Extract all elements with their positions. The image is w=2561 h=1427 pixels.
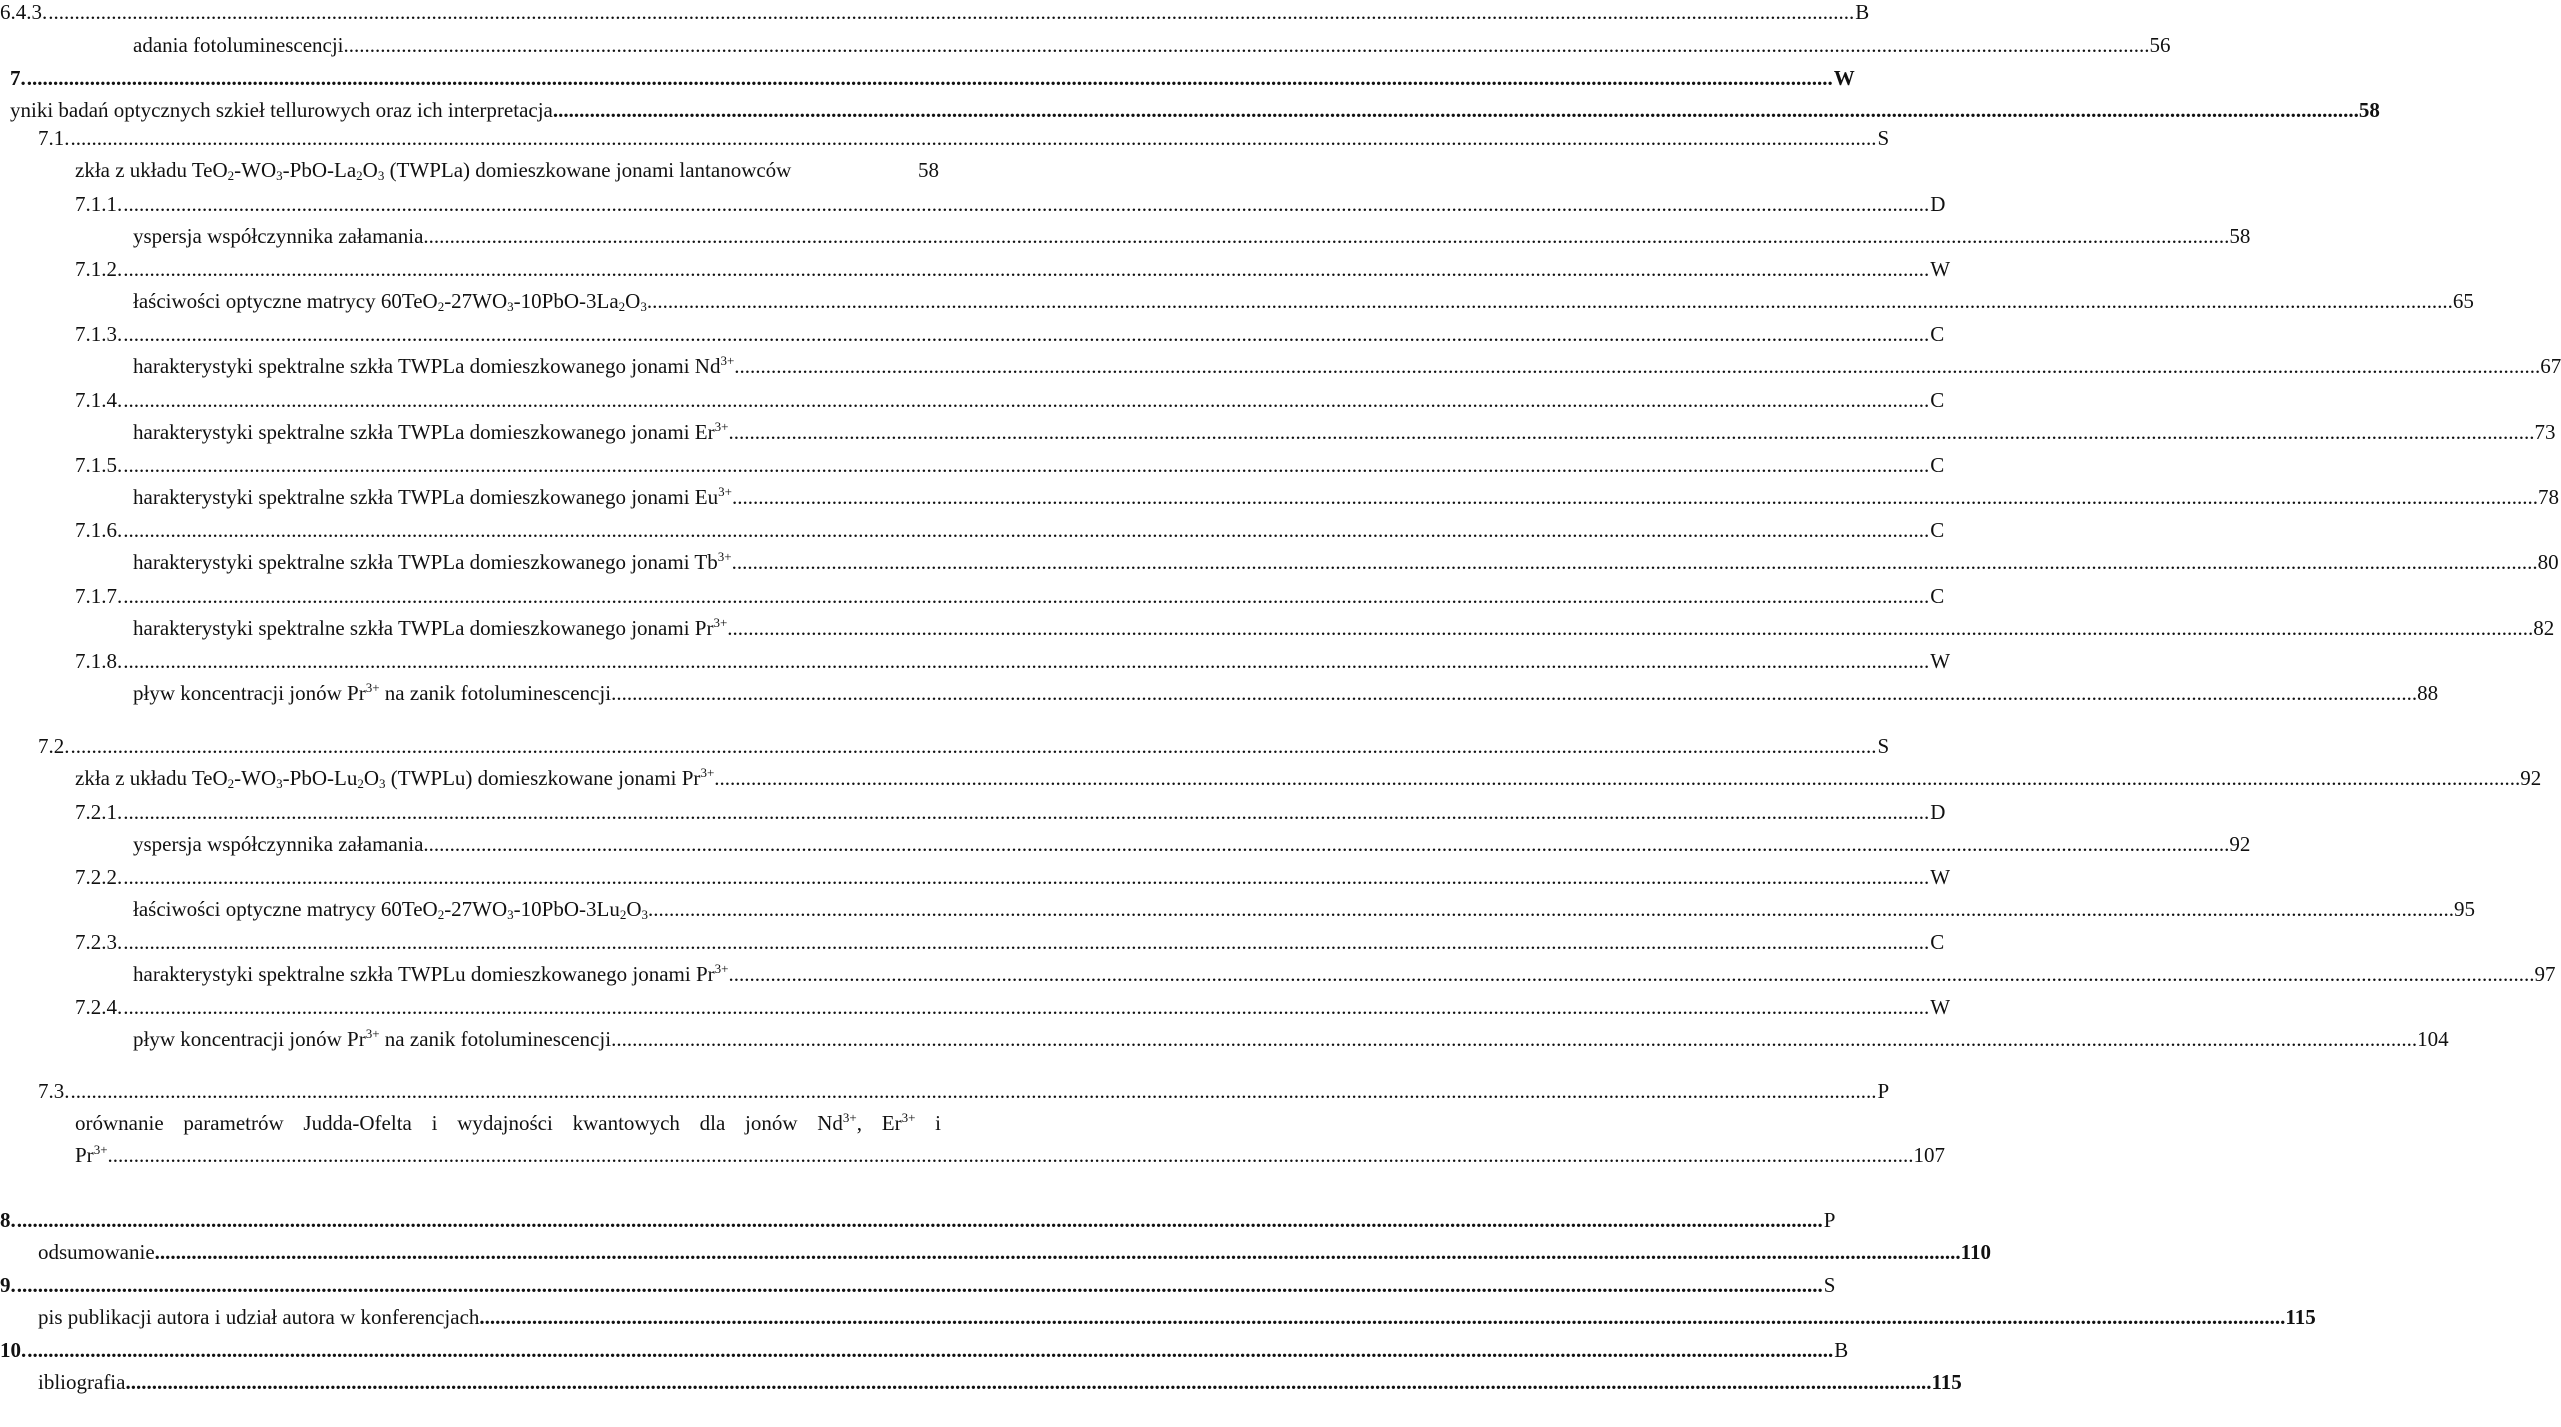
leader-dots [125, 1368, 1931, 1396]
entry-number: 7.1.7. [75, 584, 123, 608]
superscript: 3+ [718, 484, 732, 499]
entry-title: yniki badań optycznych szkieł tellurowych oraz ich interpretacja [10, 98, 553, 122]
entry-initial: D [1930, 192, 1946, 216]
leader-dots [553, 96, 2359, 124]
leader-dots [71, 124, 1877, 152]
entry-number: 7.1.3. [75, 322, 123, 346]
entry-initial: W [1930, 257, 1951, 281]
toc-entry-7-2-3-title[interactable] [133, 960, 2556, 988]
toc-entry-7-1-2-number-line [75, 255, 1951, 283]
toc-entry-7-number-line [10, 64, 1855, 92]
superscript: 3+ [717, 549, 732, 564]
entry-number: 7.2. [38, 734, 70, 758]
entry-title [133, 418, 728, 446]
subscript: 2 [437, 299, 445, 314]
entry-initial: S [1877, 126, 1890, 150]
leader-dots [611, 1025, 2417, 1053]
toc-entry-7-3-title-line-2[interactable] [75, 1141, 1946, 1169]
leader-dots [123, 255, 1929, 283]
entry-title-part: harakterystyki spektralne szkła TWPLa domieszkowanego jonami Pr [133, 616, 714, 640]
entry-title-part: -10PbO-3La [513, 289, 619, 313]
toc-entry-7-1-5-title[interactable] [133, 483, 2559, 511]
entry-title: ibliografia [38, 1370, 126, 1394]
entry-page: 58 [918, 158, 939, 182]
leader-dots [123, 993, 1929, 1021]
toc-entry-7-1-1-number-line [75, 190, 1946, 218]
entry-page: 80 [2537, 550, 2559, 574]
entry-title-word: parametrów [183, 1111, 284, 1135]
subscript: 2 [227, 776, 235, 791]
superscript: 3+ [901, 1110, 916, 1125]
entry-initial: B [1855, 0, 1870, 24]
entry-initial: P [1823, 1208, 1836, 1232]
entry-title-part: łaściwości optyczne matrycy 60TeO [133, 289, 438, 313]
toc-entry-6-4-3-title[interactable] [133, 31, 2171, 59]
entry-title-part: O [362, 158, 378, 182]
leader-dots [123, 863, 1929, 891]
leader-dots [48, 0, 1854, 26]
entry-title [75, 1141, 108, 1169]
entry-number: 9. [0, 1273, 16, 1297]
entry-title [133, 960, 728, 988]
leader-dots [123, 516, 1929, 544]
entry-page: 67 [2540, 354, 2561, 378]
entry-title [133, 548, 732, 576]
entry-page: 115 [2285, 1305, 2316, 1329]
leader-dots [17, 1206, 1823, 1234]
entry-page: 92 [2229, 832, 2251, 856]
leader-dots [479, 1303, 2285, 1331]
entry-title [133, 483, 732, 511]
entry-number: 7.3. [38, 1079, 70, 1103]
leader-dots [123, 386, 1929, 414]
toc-entry-8-title[interactable] [38, 1238, 1991, 1266]
entry-title [133, 895, 648, 923]
toc-entry-7-2-3-number-line [75, 928, 1945, 956]
toc-entry-7-2-4-title[interactable] [133, 1025, 2449, 1053]
leader-dots [71, 1077, 1877, 1105]
entry-title-part: -10PbO-3Lu [513, 897, 620, 921]
entry-title-part: -PbO-Lu [282, 766, 358, 790]
subscript: 2 [619, 907, 627, 922]
entry-title-part: , [856, 1111, 863, 1135]
entry-title [133, 352, 734, 380]
leader-dots [17, 1271, 1823, 1299]
entry-title: yspersja współczynnika załamania [133, 832, 424, 856]
leader-dots [27, 1336, 1833, 1364]
entry-title-word: jonów [745, 1111, 798, 1135]
leader-dots [123, 647, 1929, 675]
subscript: 3 [379, 776, 386, 791]
toc-entry-7-1-4-number-line [75, 386, 1945, 414]
toc-entry-7-1-number-line [38, 124, 1890, 152]
subscript: 3 [377, 168, 385, 183]
leader-dots [728, 960, 2534, 988]
superscript: 3+ [713, 615, 728, 630]
superscript: 3+ [714, 961, 729, 976]
entry-title: yspersja współczynnika załamania [133, 224, 424, 248]
entry-number: 7.1.8. [75, 649, 123, 673]
subscript: 3 [640, 299, 647, 314]
entry-number: 7.2.1. [75, 800, 123, 824]
entry-page: 78 [2537, 485, 2559, 509]
entry-title [133, 1025, 611, 1053]
entry-number: 7. [10, 66, 26, 90]
entry-initial: S [1823, 1273, 1836, 1297]
entry-title: adania fotoluminescencji [133, 33, 344, 57]
entry-page: 65 [2452, 289, 2474, 313]
subscript: 3 [507, 907, 514, 922]
leader-dots [123, 928, 1929, 956]
entry-initial: W [1833, 66, 1855, 90]
leader-dots [123, 190, 1929, 218]
entry-initial: B [1834, 1338, 1849, 1362]
entry-title-word: kwantowych [572, 1111, 680, 1135]
leader-dots [108, 1141, 1914, 1169]
toc-entry-10-title[interactable] [38, 1368, 1962, 1396]
entry-page: 92 [2520, 766, 2542, 790]
leader-dots [611, 679, 2417, 707]
entry-title-part: pływ koncentracji jonów Pr [133, 1027, 366, 1051]
entry-title-part: O [626, 897, 642, 921]
entry-title-part: O [363, 766, 379, 790]
entry-initial: D [1930, 800, 1946, 824]
entry-title-part: na zanik fotoluminescencji [379, 681, 612, 705]
entry-title-part: na zanik fotoluminescencji [379, 1027, 612, 1051]
leader-dots [27, 64, 1833, 92]
toc-entry-7-1-6-title[interactable] [133, 548, 2559, 576]
entry-number: 10. [0, 1338, 27, 1362]
toc-entry-7-1-6-number-line [75, 516, 1945, 544]
entry-title-word: i [431, 1111, 438, 1135]
entry-page: 110 [1960, 1240, 1991, 1264]
toc-entry-7-1-7-title[interactable] [133, 614, 2555, 642]
entry-number: 6.4.3. [0, 0, 48, 24]
leader-dots [648, 895, 2454, 923]
entry-page: 58 [2358, 98, 2380, 122]
entry-title-part: zkła z układu TeO [75, 158, 228, 182]
entry-title-part: (TWPLa) domieszkowane jonami lantanowców [384, 158, 792, 182]
entry-page: 82 [2533, 616, 2555, 640]
entry-number: 7.2.2. [75, 865, 123, 889]
toc-entry-8-number-line [0, 1206, 1836, 1234]
subscript: 3 [276, 168, 283, 183]
leader-dots [123, 320, 1929, 348]
toc-entry-7-1-2-title[interactable] [133, 287, 2474, 315]
entry-initial: C [1930, 518, 1945, 542]
subscript: 2 [437, 907, 445, 922]
toc-entry-9-title[interactable] [38, 1303, 2316, 1331]
leader-dots [714, 764, 2520, 792]
entry-initial: C [1930, 388, 1945, 412]
entry-title: odsumowanie [38, 1240, 155, 1264]
entry-title-word: i [935, 1111, 941, 1135]
entry-title [133, 614, 727, 642]
leader-dots [732, 483, 2538, 511]
entry-initial: C [1930, 322, 1945, 346]
entry-title-part: harakterystyki spektralne szkła TWPLa domieszkowanego jonami Er [133, 420, 715, 444]
superscript: 3+ [842, 1110, 857, 1125]
toc-entry-6-4-3-number-line [0, 0, 1870, 26]
toc-entry-7-1-5-number-line [75, 451, 1945, 479]
entry-page: 97 [2534, 962, 2556, 986]
entry-title-part: Er [881, 1111, 902, 1135]
toc-entry-7-2-2-title[interactable] [133, 895, 2476, 923]
leader-dots [123, 798, 1929, 826]
leader-dots [728, 418, 2534, 446]
entry-title-part: łaściwości optyczne matrycy 60TeO [133, 897, 438, 921]
entry-title-part: -PbO-La [282, 158, 357, 182]
entry-initial: W [1930, 865, 1951, 889]
entry-page: 95 [2454, 897, 2476, 921]
leader-dots [344, 31, 2150, 59]
toc-entry-9-number-line [0, 1271, 1836, 1299]
entry-title-part: Pr [75, 1143, 94, 1167]
entry-title-part: Nd [817, 1111, 843, 1135]
superscript: 3+ [93, 1142, 108, 1157]
toc-entry-7-1-1-title[interactable] [133, 222, 2251, 250]
toc-entry-7-3-number-line [38, 1077, 1890, 1105]
entry-title-word: wydajności [457, 1111, 553, 1135]
entry-title [75, 764, 714, 792]
entry-title [133, 679, 611, 707]
entry-title-part: harakterystyki spektralne szkła TWPLa domieszkowanego jonami Nd [133, 354, 721, 378]
entry-page: 88 [2417, 681, 2439, 705]
leader-dots [734, 352, 2540, 380]
leader-dots [155, 1238, 1961, 1266]
leader-dots [423, 222, 2229, 250]
entry-page: 104 [2417, 1027, 2449, 1051]
entry-title-part: -WO [234, 158, 277, 182]
subscript: 3 [276, 776, 283, 791]
toc-entry-7-title[interactable] [10, 96, 2380, 124]
entry-title-word: orównanie [75, 1111, 164, 1135]
leader-dots [423, 830, 2229, 858]
superscript: 3+ [714, 419, 729, 434]
entry-number: 7.1. [38, 126, 70, 150]
toc-entry-7-1-3-number-line [75, 320, 1945, 348]
superscript: 3+ [720, 353, 735, 368]
toc-entry-7-1-7-number-line [75, 582, 1945, 610]
subscript: 2 [356, 168, 363, 183]
superscript: 3+ [365, 1026, 380, 1041]
superscript: 3+ [700, 765, 715, 780]
entry-title-word [882, 1109, 916, 1137]
entry-number: 7.2.4. [75, 995, 123, 1019]
entry-number: 7.1.2. [75, 257, 123, 281]
entry-title-word [817, 1109, 862, 1137]
entry-initial: C [1930, 930, 1945, 954]
subscript: 3 [641, 907, 649, 922]
toc-entry-7-3-title-line-1[interactable] [75, 1109, 941, 1137]
entry-title-part: (TWPLu) domieszkowane jonami Pr [385, 766, 701, 790]
leader-dots [727, 614, 2533, 642]
entry-page: 107 [1913, 1143, 1946, 1167]
entry-page: 56 [2149, 33, 2171, 57]
toc-entry-7-1-8-title[interactable] [133, 679, 2439, 707]
toc-entry-7-1-8-number-line [75, 647, 1951, 675]
subscript: 3 [507, 299, 514, 314]
leader-dots [123, 451, 1929, 479]
toc-entry-7-1-title[interactable] [75, 156, 939, 184]
entry-title-part: O [625, 289, 641, 313]
leader-dots [732, 548, 2538, 576]
entry-initial: P [1877, 1079, 1890, 1103]
entry-number: 7.1.5. [75, 453, 123, 477]
subscript: 2 [357, 776, 364, 791]
entry-initial: C [1930, 453, 1945, 477]
entry-title-part: -27WO [444, 897, 508, 921]
toc-entry-7-2-4-number-line [75, 993, 1951, 1021]
subscript: 2 [618, 299, 626, 314]
entry-title-word: Judda-Ofelta [303, 1111, 412, 1135]
entry-number: 7.1.1. [75, 192, 123, 216]
toc-entry-7-1-4-title[interactable] [133, 418, 2556, 446]
entry-title-part: harakterystyki spektralne szkła TWPLa domieszkowanego jonami Tb [133, 550, 718, 574]
entry-title-part: zkła z układu TeO [75, 766, 228, 790]
entry-page: 73 [2534, 420, 2556, 444]
entry-initial: C [1930, 584, 1945, 608]
toc-entry-7-2-number-line [38, 732, 1890, 760]
leader-dots [647, 287, 2453, 315]
toc-entry-7-2-1-title[interactable] [133, 830, 2251, 858]
entry-title [133, 287, 647, 315]
superscript: 3+ [365, 680, 380, 695]
toc-entry-7-2-title[interactable] [75, 764, 2542, 792]
entry-number: 8. [0, 1208, 16, 1232]
toc-entry-7-2-1-number-line [75, 798, 1946, 826]
entry-title-part: harakterystyki spektralne szkła TWPLa domieszkowanego jonami Eu [133, 485, 719, 509]
entry-initial: W [1930, 649, 1951, 673]
entry-title-part: harakterystyki spektralne szkła TWPLu domieszkowanego jonami Pr [133, 962, 715, 986]
entry-title-word: dla [699, 1111, 726, 1135]
entry-title-part: -WO [234, 766, 277, 790]
leader-dots [71, 732, 1877, 760]
entry-number: 7.1.4. [75, 388, 123, 412]
toc-entry-10-number-line [0, 1336, 1849, 1364]
entry-number: 7.2.3. [75, 930, 123, 954]
subscript: 2 [227, 168, 235, 183]
entry-initial: S [1877, 734, 1890, 758]
entry-initial: W [1930, 995, 1951, 1019]
entry-title-part: -27WO [444, 289, 508, 313]
toc-entry-7-1-3-title[interactable] [133, 352, 2561, 380]
leader-dots [123, 582, 1929, 610]
entry-page: 58 [2229, 224, 2251, 248]
toc-entry-7-2-2-number-line [75, 863, 1951, 891]
entry-number: 7.1.6. [75, 518, 123, 542]
entry-title: pis publikacji autora i udział autora w konferencjach [38, 1305, 480, 1329]
entry-title-part: pływ koncentracji jonów Pr [133, 681, 366, 705]
entry-page: 115 [1931, 1370, 1962, 1394]
